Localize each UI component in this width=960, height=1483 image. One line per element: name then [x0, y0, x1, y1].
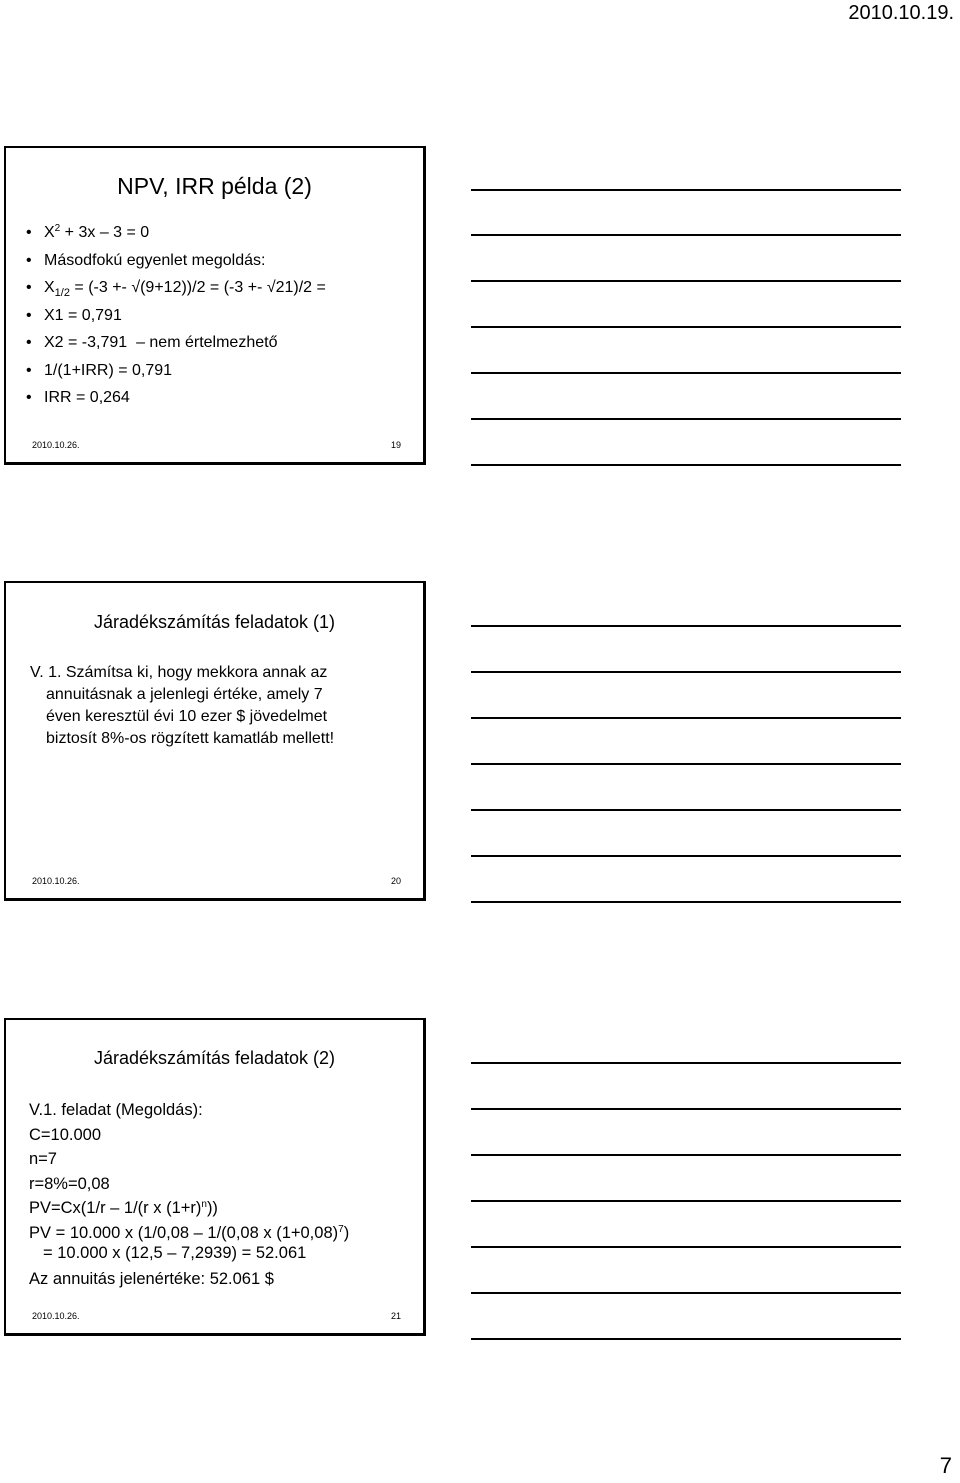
- problem-text: [30, 662, 420, 750]
- slide-number: 19: [390, 440, 401, 450]
- slide-footer-date: 2010.10.26.: [32, 1311, 80, 1321]
- slide-footer-date: 2010.10.26.: [32, 440, 80, 450]
- problem-line: V. 1. Számítsa ki, hogy mekkora annak az: [30, 664, 328, 681]
- slide-footer-date: 2010.10.26.: [32, 876, 80, 886]
- bullet-item: • Másodfokú egyenlet megoldás:: [26, 251, 326, 279]
- equation-text: )): [206, 1199, 218, 1217]
- solution-line: C=10.000: [29, 1125, 102, 1144]
- problem-line: éven keresztül évi 10 ezer $ jövedelmet: [46, 708, 328, 725]
- superscript: 2: [54, 223, 61, 234]
- bullet-item: [26, 278, 326, 306]
- slide-19: [4, 146, 426, 465]
- slide-20: [4, 581, 426, 901]
- problem-line: annuitásnak a jelenlegi értéke, amely 7: [46, 686, 323, 703]
- slide-title: Járadékszámítás feladatok (2): [93, 1048, 336, 1068]
- bullet-item: • 1/(1+IRR) = 0,791: [26, 361, 326, 389]
- equation-text: PV=Cx(1/r – 1/(r x (1+r): [29, 1199, 202, 1217]
- notes-lines: [471, 1062, 901, 1340]
- bullet-item: [26, 223, 326, 251]
- problem-line: biztosít 8%-os rögzített kamatláb mellett!: [46, 730, 335, 747]
- bullet-item: • IRR = 0,264: [26, 388, 326, 416]
- solution-line: r=8%=0,08: [29, 1174, 110, 1193]
- subscript: 1/2: [54, 287, 70, 299]
- page-number: 7: [939, 1453, 952, 1478]
- solution-line: [29, 1196, 349, 1221]
- superscript: n: [201, 1199, 207, 1210]
- slide-number: 21: [390, 1311, 401, 1321]
- equation-text: = (-3 +- √(9+12))/2 = (-3 +- √21)/2 =: [69, 279, 326, 296]
- bullet-item: • X1 = 0,791: [26, 306, 326, 334]
- equation-text: PV = 10.000 x (1/0,08 – 1/(0,08 x (1+0,08): [29, 1223, 339, 1242]
- equation-text: + 3x – 3 = 0: [60, 224, 150, 241]
- equation-text: X: [44, 224, 55, 241]
- bullet-list: [26, 223, 326, 416]
- solution-text: [29, 1098, 349, 1291]
- slide-number: 20: [390, 876, 401, 886]
- slide-title: Járadékszámítás feladatok (1): [93, 612, 336, 632]
- page-header-date: 2010.10.19.: [848, 2, 954, 24]
- notes-lines: [471, 625, 901, 903]
- solution-line: V.1. feladat (Megoldás):: [29, 1101, 203, 1119]
- slide-title: NPV, IRR példa (2): [117, 173, 312, 199]
- solution-line: = 10.000 x (12,5 – 7,2939) = 52.061: [43, 1244, 307, 1262]
- equation-text: X: [44, 279, 55, 296]
- solution-line: n=7: [29, 1150, 57, 1168]
- equation-text: ): [343, 1223, 350, 1242]
- slide-21: [4, 1018, 426, 1336]
- superscript: 7: [338, 1223, 344, 1235]
- notes-lines: [471, 189, 901, 466]
- bullet-item: • X2 = -3,791 – nem értelmezhető: [26, 333, 326, 361]
- solution-line: Az annuitás jelenértéke: 52.061 $: [29, 1269, 274, 1288]
